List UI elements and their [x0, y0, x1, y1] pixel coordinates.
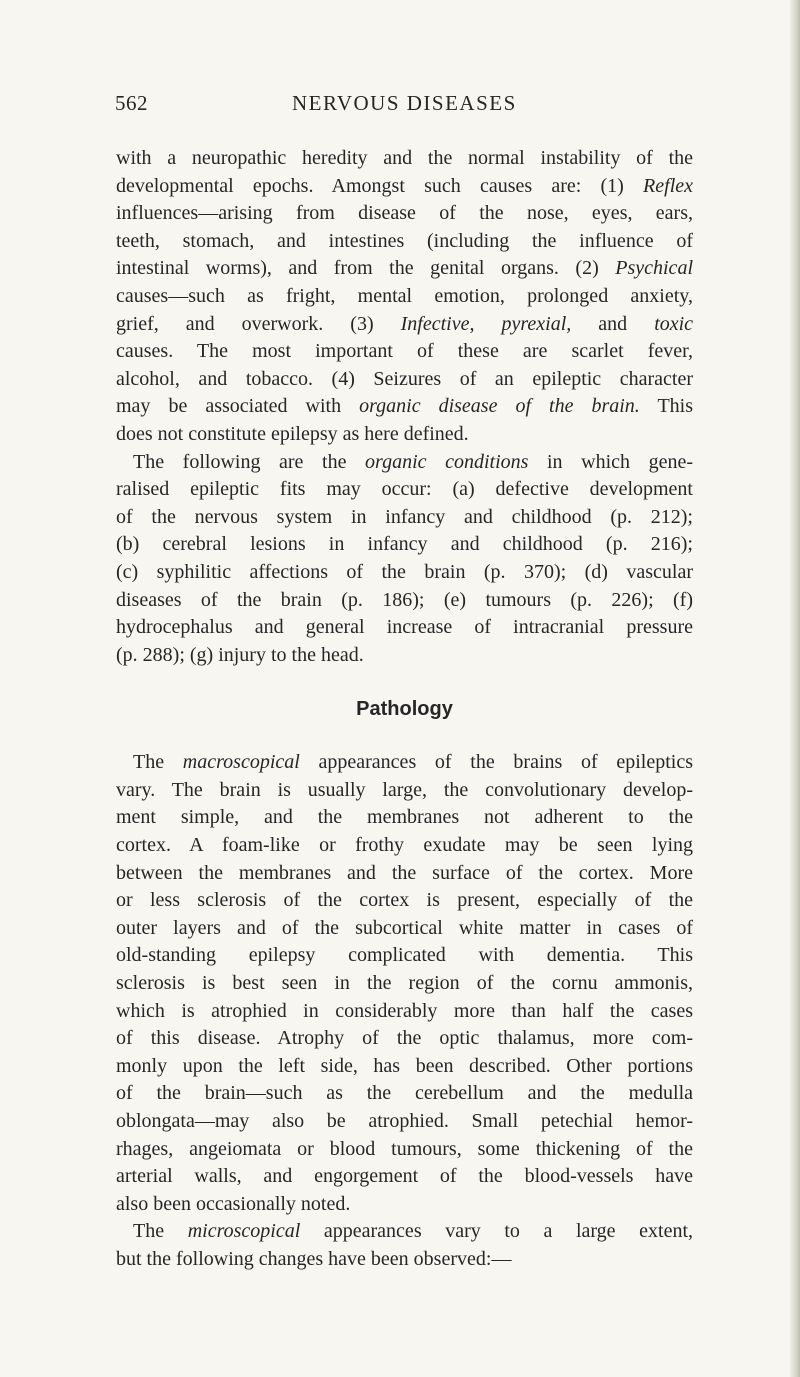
text-line: causes—such as fright, mental emotion, prolonged anxiety,	[116, 284, 693, 307]
text-line: old-standing epilepsy complicated with dementia. This	[116, 944, 693, 967]
text-line: alcohol, and tobacco. (4) Seizures of an epileptic character	[116, 367, 693, 390]
body-text	[116, 145, 693, 1274]
text-line: sclerosis is best seen in the region of the cornu ammonis,	[116, 972, 693, 995]
text-line: hydrocephalus and general increase of intracranial pressure	[116, 616, 693, 639]
text-line: or less sclerosis of the cortex is present, especially of the	[116, 889, 693, 912]
text-line: arterial walls, and engorgement of the blood-vessels have	[116, 1165, 693, 1188]
text-line: The following are the organic conditions in which gene-	[133, 450, 693, 473]
text-line: The microscopical appearances vary to a large extent,	[133, 1220, 694, 1243]
page-header	[112, 91, 687, 121]
text-line: vary. The brain is usually large, the convolutionary develop-	[116, 778, 693, 801]
text-line: with a neuropathic heredity and the normal instability of the	[116, 147, 693, 169]
page-edge-shadow	[790, 0, 800, 1377]
text-line: (c) syphilitic affections of the brain (p. 370); (d) vascular	[116, 560, 693, 583]
text-line: intestinal worms), and from the genital organs. (2) Psychical	[116, 257, 693, 280]
text-line: of this disease. Atrophy of the optic thalamus, more com-	[116, 1027, 693, 1050]
text-line: monly upon the left side, has been described. Other portions	[116, 1054, 693, 1077]
text-line: of the brain—such as the cerebellum and the medulla	[116, 1082, 693, 1105]
text-line: causes. The most important of these are scarlet fever,	[116, 340, 693, 363]
text-line: but the following changes have been observed:—	[116, 1247, 512, 1270]
text-line: between the membranes and the surface of the cortex. More	[116, 861, 693, 884]
text-line: (b) cerebral lesions in infancy and childhood (p. 216);	[116, 533, 693, 556]
text-line: rhages, angeiomata or blood tumours, some thickening of the	[116, 1137, 693, 1160]
text-line: The macroscopical appearances of the brains of epileptics	[133, 751, 693, 774]
text-line: does not constitute epilepsy as here defined.	[116, 422, 469, 445]
text-line: of the nervous system in infancy and childhood (p. 212);	[116, 505, 693, 528]
text-line: developmental epochs. Amongst such causes are: (1) Reflex	[116, 174, 694, 197]
text-line: which is atrophied in considerably more than half the cases	[116, 999, 693, 1022]
page-number: 562	[115, 91, 148, 115]
section-heading: Pathology	[356, 698, 453, 721]
text-line: grief, and overwork. (3) Infective, pyrexial, and toxic	[116, 312, 694, 335]
text-line: teeth, stomach, and intestines (including the influence of	[116, 229, 693, 252]
text-line: may be associated with organic disease of the brain. This	[116, 395, 694, 418]
text-line: diseases of the brain (p. 186); (e) tumours (p. 226); (f)	[116, 588, 693, 611]
text-line: oblongata—may also be atrophied. Small petechial hemor-	[116, 1110, 693, 1132]
text-line: (p. 288); (g) injury to the head.	[116, 643, 364, 666]
running-head: NERVOUS DISEASES	[292, 91, 517, 115]
text-line: also been occasionally noted.	[116, 1192, 351, 1215]
text-line: ment simple, and the membranes not adherent to the	[116, 806, 693, 829]
text-line: influences—arising from disease of the nose, eyes, ears,	[116, 202, 693, 225]
text-line: outer layers and of the subcortical white matter in cases of	[116, 916, 693, 939]
text-line: cortex. A foam-like or frothy exudate may be seen lying	[116, 834, 693, 857]
text-line: ralised epileptic fits may occur: (a) defective development	[116, 478, 693, 501]
